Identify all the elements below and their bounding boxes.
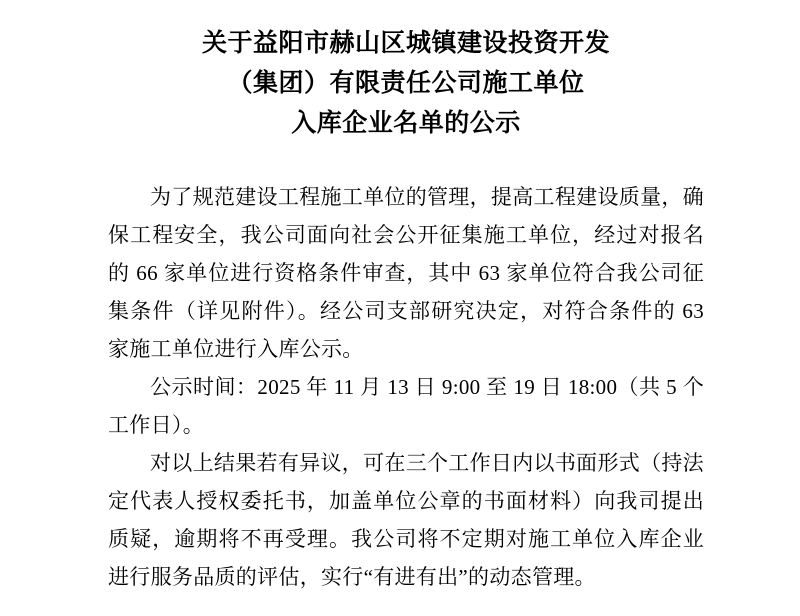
title-line-1: 关于益阳市赫山区城镇建设投资开发 — [201, 30, 610, 57]
paragraph-2: 公示时间：2025 年 11 月 13 日 9:00 至 19 日 18:00（共 5 个工作日）。 — [108, 375, 704, 437]
document-body — [108, 178, 704, 596]
page-title — [108, 18, 704, 144]
paragraph-1: 为了规范建设工程施工单位的管理，提高工程建设质量，确保工程安全，我公司面向社会公开征集施工单位，经过对报名的 66 家单位进行资格条件审查，其中 63 家单位符合我公司征集条件（详见附件）。经公司支部研究决定，对符合条件的 63 家施工单位进行入库公示。 — [108, 185, 704, 361]
title-line-3: 入库企业名单的公示 — [291, 110, 521, 137]
title-line-2: （集团）有限责任公司施工单位 — [227, 70, 585, 97]
paragraph-3: 对以上结果若有异议，可在三个工作日内以书面形式（持法定代表人授权委托书，加盖单位公章的书面材料）向我司提出质疑，逾期将不再受理。我公司将不定期对施工单位入库企业进行服务品质的评估，实行“有进有出”的动态管理。 — [108, 451, 704, 589]
